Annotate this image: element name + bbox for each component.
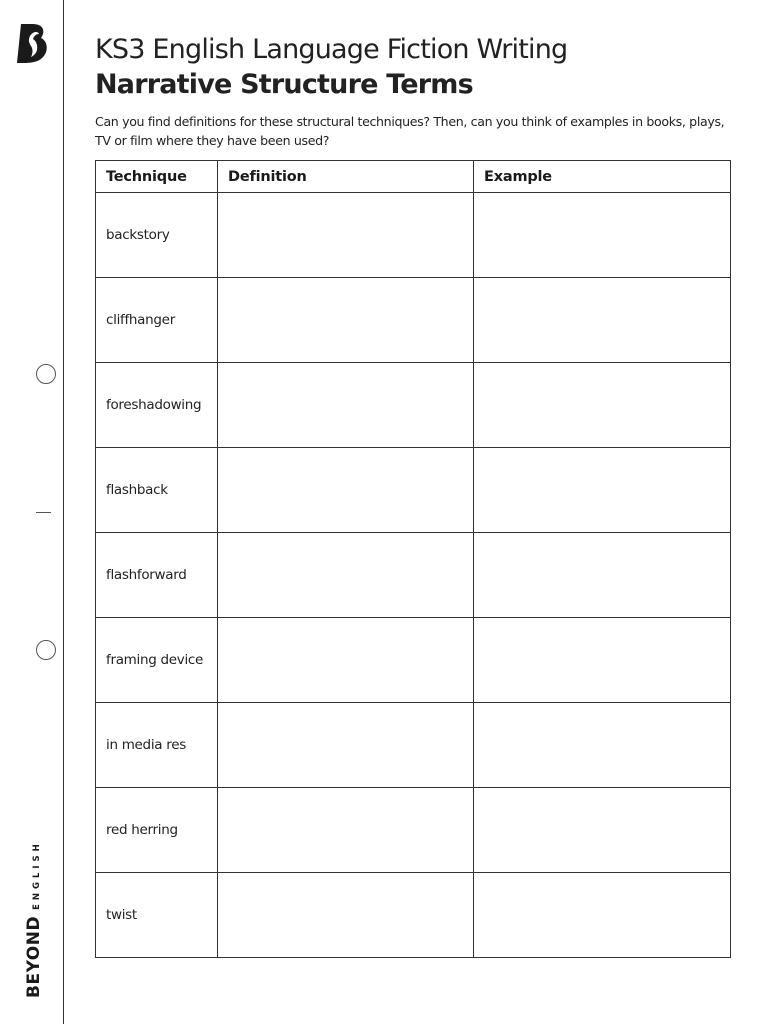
- definition-cell[interactable]: [218, 873, 474, 958]
- table-row: [96, 788, 731, 873]
- header-technique: Technique: [96, 161, 218, 193]
- punch-hole-bottom: [36, 640, 56, 660]
- technique-cell: cliffhanger: [96, 278, 218, 363]
- example-cell[interactable]: [474, 278, 731, 363]
- definition-cell[interactable]: [218, 618, 474, 703]
- table-row: [96, 533, 731, 618]
- example-cell[interactable]: [474, 788, 731, 873]
- technique-cell: framing device: [96, 618, 218, 703]
- table-row: [96, 193, 731, 278]
- table-row: [96, 618, 731, 703]
- table-row: [96, 448, 731, 533]
- definition-cell[interactable]: [218, 788, 474, 873]
- brand-wordmark: [24, 840, 44, 998]
- technique-cell: backstory: [96, 193, 218, 278]
- technique-cell: flashforward: [96, 533, 218, 618]
- table-row: [96, 278, 731, 363]
- example-cell[interactable]: [474, 618, 731, 703]
- example-cell[interactable]: [474, 873, 731, 958]
- brand-main-text: BEYOND: [24, 915, 44, 998]
- table-header-row: [96, 161, 731, 193]
- example-cell[interactable]: [474, 193, 731, 278]
- table-row: [96, 363, 731, 448]
- header-definition: Definition: [218, 161, 474, 193]
- table-row: [96, 873, 731, 958]
- page-subtitle: Narrative Structure Terms: [95, 69, 473, 100]
- header-example: Example: [474, 161, 731, 193]
- technique-cell: in media res: [96, 703, 218, 788]
- margin-line: [63, 0, 64, 1024]
- technique-cell: flashback: [96, 448, 218, 533]
- example-cell[interactable]: [474, 703, 731, 788]
- technique-cell: red herring: [96, 788, 218, 873]
- punch-hole-top: [36, 364, 56, 384]
- definition-cell[interactable]: [218, 363, 474, 448]
- technique-cell: twist: [96, 873, 218, 958]
- example-cell[interactable]: [474, 363, 731, 448]
- definition-cell[interactable]: [218, 703, 474, 788]
- example-cell[interactable]: [474, 448, 731, 533]
- table-row: [96, 703, 731, 788]
- definition-cell[interactable]: [218, 193, 474, 278]
- definition-cell[interactable]: [218, 278, 474, 363]
- center-mark: [36, 512, 51, 513]
- technique-cell: foreshadowing: [96, 363, 218, 448]
- example-cell[interactable]: [474, 533, 731, 618]
- beyond-b-logo-icon: [15, 22, 51, 64]
- definition-cell[interactable]: [218, 448, 474, 533]
- intro-text: Can you find definitions for these structural techniques? Then, can you think of examples in books, plays, TV or film where they have been used?: [95, 114, 725, 148]
- definition-cell[interactable]: [218, 533, 474, 618]
- terms-table: [95, 160, 731, 958]
- page-title: KS3 English Language Fiction Writing: [95, 34, 568, 65]
- brand-sub-text: ENGLISH: [32, 840, 42, 910]
